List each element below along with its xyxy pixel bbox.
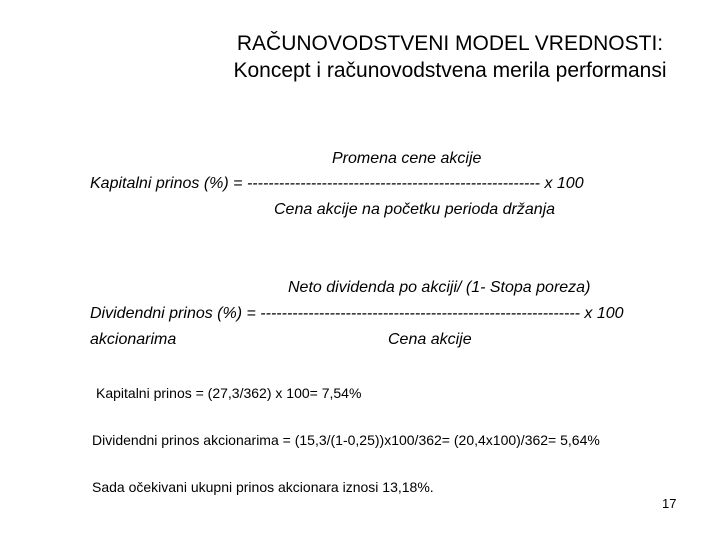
capital-formula-line: Kapitalni prinos (%) = ------------------------------------------------------- x 100 [90, 175, 584, 192]
page-number: 17 [662, 496, 677, 511]
dividend-formula-numerator: Neto dividenda po akciji/ (1- Stopa poreza) [288, 279, 591, 296]
capital-formula-denominator: Cena akcije na početku perioda držanja [274, 201, 556, 218]
title-line-1: RAČUNOVODSTVENI MODEL VREDNOSTI: [236, 32, 664, 55]
title-line-2: Koncept i računovodstvena merila performansi [233, 59, 667, 82]
slide-title [190, 30, 710, 84]
capital-calculation: Kapitalni prinos = (27,3/362) x 100= 7,54% [96, 385, 362, 401]
dividend-formula-denominator: Cena akcije [388, 331, 472, 348]
dividend-formula-label-continuation: akcionarima [90, 331, 177, 348]
capital-formula-numerator: Promena cene akcije [332, 150, 482, 167]
dividend-calculation: Dividendni prinos akcionarima = (15,3/(1-0,25))x100/362= (20,4x100)/362= 5,64% [92, 432, 600, 448]
dividend-formula-line: Dividendni prinos (%) = ------------------------------------------------------------ x 100 [90, 305, 624, 322]
total-return-statement: Sada očekivani ukupni prinos akcionara iznosi 13,18%. [92, 479, 434, 495]
